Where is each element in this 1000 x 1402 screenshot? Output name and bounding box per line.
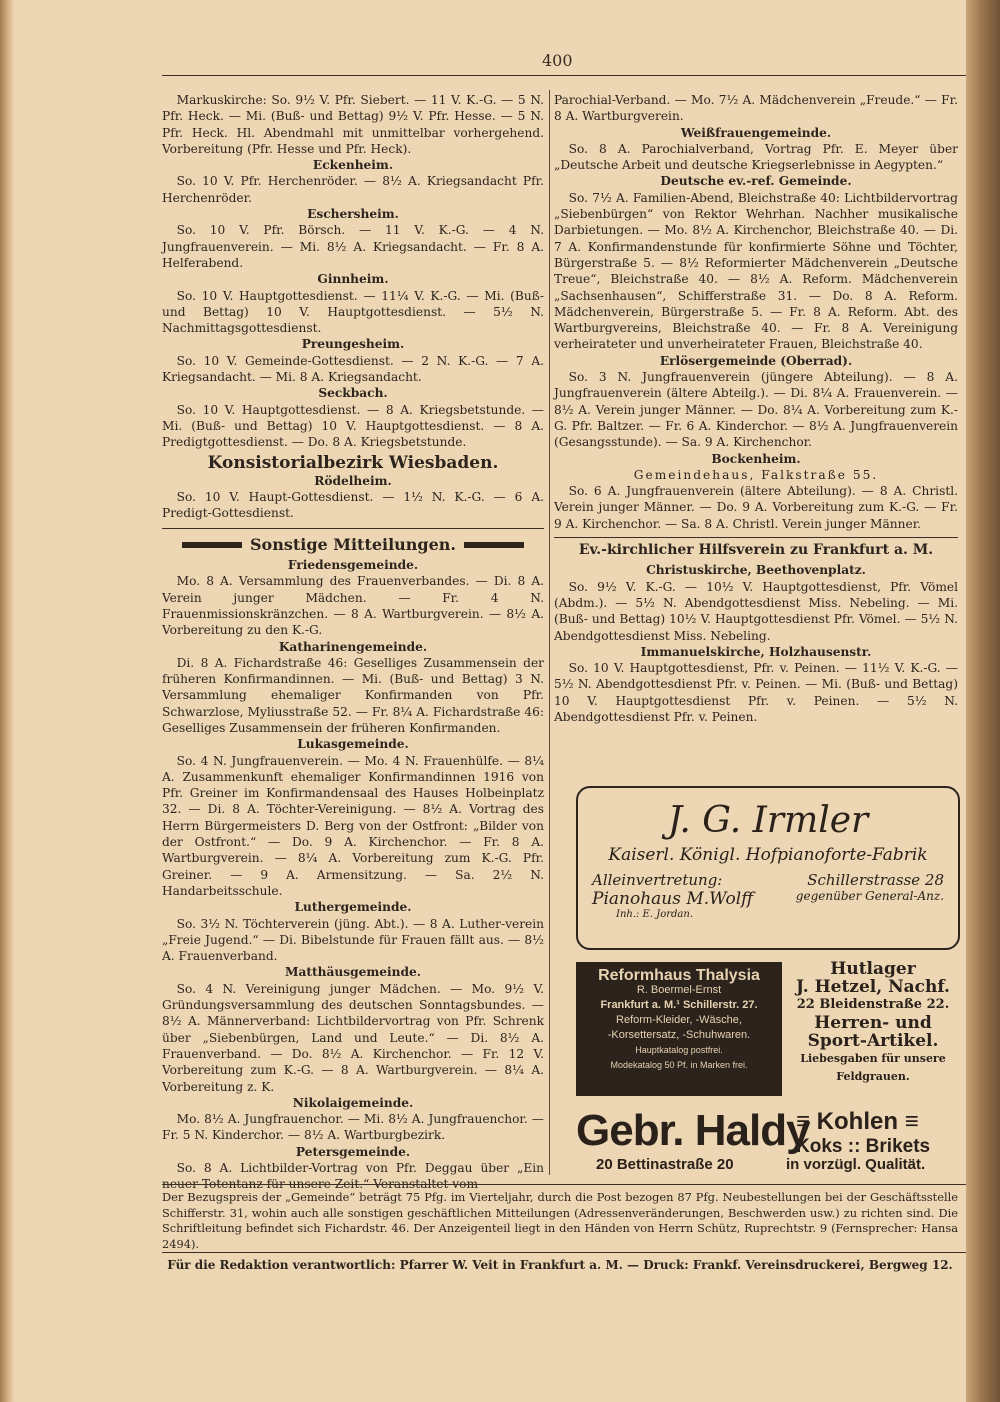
thalysia-line3: Hauptkatalog postfrei. xyxy=(635,1045,723,1055)
schedule-text: So. 10 V. Hauptgottesdienst. — 8 A. Kriegsbetstunde. — Mi. (Buß- und Bettag) 10 V. Hauptgottesdienst. — 8 A. Predigtgottesdienst. — Do. 8 A. Kriegsbetstunde. xyxy=(162,402,544,450)
header-rule xyxy=(162,75,966,76)
thalysia-line1: Reform-Kleider, -Wäsche, xyxy=(616,1014,742,1026)
congregation-heading: Weißfrauengemeinde. xyxy=(680,125,832,140)
irmler-owner: Inh.: E. Jordan. xyxy=(616,909,694,920)
page-stack-edge xyxy=(966,0,1000,1402)
schedule-text: Parochial-Verband. — Mo. 7½ A. Mädchenverein „Freude.“ — Fr. 8 A. Wartburgverein. xyxy=(554,93,958,124)
congregation-heading: Eschersheim. xyxy=(307,207,399,222)
congregation-heading: Katharinengemeinde. xyxy=(278,639,428,654)
imprint-rule xyxy=(162,1252,966,1253)
congregation-heading: Christuskirche, Beethovenplatz. xyxy=(646,563,866,578)
congregation-heading: Deutsche ev.-ref. Gemeinde. xyxy=(660,174,852,189)
schedule-text: Mo. 8½ A. Jungfrauenchor. — Mi. 8½ A. Jungfrauenchor. — Fr. 5 N. Kinderchor. — 8½ A. Wartburgbezirk. xyxy=(162,1112,544,1143)
title-bar-left xyxy=(182,542,242,548)
schedule-text: So. 3 N. Jungfrauenverein (jüngere Abteilung). — 8 A. Jungfrauenverein (ältere Abteilg.). — Di. 8¼ A. Frauenverein. — 8½ A. Verein junger Männer. — Do. 8¼ A. Vorbereitung zum K.-G. Pfr. Baltzer. — Fr. 6 A. Kinderchor. — 8½ A. Jungfrauenverein (Gesangsstunde). — Sa. 9 A. Kirchenchor. xyxy=(554,370,958,450)
subscription-note: Der Bezugspreis der „Gemeinde“ beträgt 75 Pfg. im Vierteljahr, durch die Post bezogen 87 Pfg. Neubestellungen bei der Geschäftsstelle Schifferstr. 31, wohin auch alle sonstigen geschäftlichen Mitteilungen (Adressenveränderungen, Beschwerden usw.) zu richten sind. Die Schriftleitung befindet sich Fichardstr. 46. Der Anzeigenteil liegt in den Händen von Herrn Schütz, Ruprechtstr. 9 (Fernsprecher: Hansa 2494). xyxy=(162,1190,958,1251)
section-separator xyxy=(162,528,544,529)
section-title-text: Sonstige Mitteilungen. xyxy=(249,534,456,554)
ad-hutlager xyxy=(788,960,958,1098)
schedule-text: So. 9½ V. K.-G. — 10½ V. Hauptgottesdienst, Pfr. Vömel (Abdm.). — 5½ N. Abendgottesdienst Miss. Nebeling. — Mi. (Buß- und Bettag) 10½ V. Hauptgottesdienst Pfr. Vömel. — 5½ N. Abendgottesdienst Miss. Nebeling. xyxy=(554,579,958,643)
irmler-street: Schillerstrasse 28 xyxy=(807,871,944,889)
hutlager-title: Hutlager xyxy=(830,959,916,979)
schedule-text: Di. 8 A. Fichardstraße 46: Geselliges Zusammensein der früheren Konfirmandinnen. — Mi. (Buß- und Bettag) 3 N. Versammlung ehemaliger Konfirmanden von Pfr. Schwarzlose, Myliusstraße 52. — Fr. 8¼ A. Fichardstraße 46: Geselliges Zusammensein der früheren Konfirmanden. xyxy=(162,655,544,735)
congregation-heading: Nikolaigemeinde. xyxy=(292,1095,414,1110)
hutlager-line2: Sport-Artikel. xyxy=(807,1031,939,1051)
paper-sheet xyxy=(14,0,966,1402)
venue-line: Gemeindehaus, Falkstraße 55. xyxy=(633,467,879,482)
congregation-heading: Immanuelskirche, Holzhausenstr. xyxy=(640,644,872,659)
congregation-heading: Erlösergemeinde (Oberrad). xyxy=(659,353,853,368)
left-column xyxy=(162,92,544,1193)
haldy-coke: Koks :: Brikets xyxy=(796,1136,931,1157)
schedule-text: So. 10 V. Gemeinde-Gottesdienst. — 2 N. K.-G. — 7 A. Kriegsandacht. — Mi. 8 A. Kriegsandacht. xyxy=(162,353,544,385)
hutlager-name: J. Hetzel, Nachf. xyxy=(796,977,950,997)
irmler-subtitle: Kaiserl. Königl. Hofpianoforte-Fabrik xyxy=(608,845,928,865)
ad-thalysia xyxy=(576,962,782,1096)
section-title xyxy=(162,534,544,554)
book-spine-edge xyxy=(0,0,14,1402)
haldy-address: 20 Bettinastraße 20 xyxy=(596,1156,734,1173)
irmler-opposite: gegenüber General-Anz. xyxy=(795,889,944,903)
hutlager-street: 22 Bleidenstraße 22. xyxy=(796,997,950,1012)
hutlager-line1: Herren- und xyxy=(814,1013,932,1033)
congregation-heading: Matthäusgemeinde. xyxy=(284,965,422,980)
congregation-heading: Eckenheim. xyxy=(312,158,394,173)
congregation-heading: Ginnheim. xyxy=(317,272,389,287)
schedule-text: Markuskirche: So. 9½ V. Pfr. Siebert. — 11 V. K.-G. — 5 N. Pfr. Heck. — Mi. (Buß- und Bettag) 9½ V. Pfr. Hesse. — 5 N. Pfr. Heck. Hl. Abendmahl mit unmittelbar vorhergehend. Vorbereitung (Pfr. Hesse und Pfr. Heck). xyxy=(162,93,544,156)
irmler-name: J. G. Irmler xyxy=(667,800,869,841)
hutlager-line4: Feldgrauen. xyxy=(836,1070,910,1083)
congregation-heading: Lukasgemeinde. xyxy=(297,737,409,752)
haldy-quality: in vorzügl. Qualität. xyxy=(786,1156,926,1173)
congregation-heading: Luthergemeinde. xyxy=(294,900,412,915)
footer-rule xyxy=(162,1184,966,1185)
column-divider xyxy=(549,90,550,1175)
schedule-text: So. 4 N. Vereinigung junger Mädchen. — Mo. 9½ V. Gründungsversammlung des deutschen Sonntagsbundes. — 8½ A. Männerverband: Lichtbildervortrag von Pfr. Schrenk über „Siebenbürgen, Land und Leute.“ — Di. 8½ A. Frauenverband. — Do. 8½ A. Kirchenchor. — Fr. 12 V. Vorbereitung zum K.-G. — 8 A. Wartburgverein. — 8¼ A. Vorbereitung z. K. xyxy=(162,981,544,1094)
thalysia-owner: R. Boermel-Ernst xyxy=(636,984,722,996)
schedule-text: So. 6 A. Jungfrauenverein (ältere Abteilung). — 8 A. Christl. Verein junger Männer. — Do. 9 A. Vorbereitung zum K.-G. — Fr. 9 A. Kirchenchor. — Sa. 8 A. Christl. Verein junger Männer. xyxy=(554,484,958,531)
district-heading: Konsistorialbezirk Wiesbaden. xyxy=(207,452,499,473)
congregation-heading: Petersgemeinde. xyxy=(295,1144,411,1159)
schedule-text: So. 3½ N. Töchterverein (jüng. Abt.). — 8 A. Luther-verein „Freie Jugend.“ — Di. Bibelstunde für Frauen fällt aus. — 8½ A. Frauenverband. xyxy=(162,916,544,964)
irmler-rep: Alleinvertretung: xyxy=(592,871,723,889)
schedule-text: So. 10 V. Haupt-Gottesdienst. — 1½ N. K.-G. — 6 A. Predigt-Gottesdienst. xyxy=(162,490,544,521)
ad-haldy xyxy=(576,1106,960,1176)
congregation-heading: Friedensgemeinde. xyxy=(287,558,419,573)
section-rule xyxy=(554,537,958,538)
imprint: Für die Redaktion verantwortlich: Pfarrer W. Veit in Frankfurt a. M. — Druck: Frankf. Vereinsdruckerei, Bergweg 12. xyxy=(167,1258,953,1272)
schedule-text: So. 10 V. Hauptgottesdienst. — 11¼ V. K.-G. — Mi. (Buß- und Bettag) 10 V. Hauptgottesdienst. — 5½ N. Nachmittagsgottesdienst. xyxy=(162,288,544,336)
title-bar-right xyxy=(464,542,524,548)
congregation-heading: Rödelheim. xyxy=(314,473,392,488)
haldy-coal: ≡ Kohlen ≡ xyxy=(796,1108,919,1135)
box-heading: Ev.-kirchlicher Hilfsverein zu Frankfurt a. M. xyxy=(578,542,934,559)
schedule-text: So. 4 N. Jungfrauenverein. — Mo. 4 N. Frauenhülfe. — 8¼ A. Zusammenkunft ehemaliger Konfirmandinnen 1916 von Pfr. Greiner im Konfirmandensaal des Hauses Holbeinplatz 32. — Di. 8 A. Töchter-Vereinigung. — 8½ A. Vortrag des Herrn Bürgermeisters D. Berg von der Ostfront: „Bilder von der Ostfront.“ — Do. 9 A. Kirchenchor. — Fr. 8 A. Wartburgverein. — 8¼ A. Vorbereitung zum K.-G. Pfr. Greiner. — 9 A. Armensitzung. — Sa. 2½ N. Handarbeitsschule. xyxy=(162,753,544,898)
haldy-name: Gebr. Haldy xyxy=(576,1106,810,1155)
schedule-text: So. 10 V. Pfr. Börsch. — 11 V. K.-G. — 4 N. Jungfrauenverein. — Mi. 8½ A. Kriegsandacht. — Fr. 8 A. Helferabend. xyxy=(162,223,544,270)
thalysia-title: Reformhaus Thalysia xyxy=(598,967,760,984)
schedule-text: So. 10 V. Hauptgottesdienst, Pfr. v. Peinen. — 11½ V. K.-G. — 5½ N. Abendgottesdienst Pfr. v. Peinen. — Mi. (Buß- und Bettag) 10 V. Hauptgottesdienst Pfr. v. Peinen. — 5½ N. Abendgottesdienst Pfr. v. Peinen. xyxy=(554,661,958,724)
thalysia-line2: -Korsettersatz, -Schuhwaren. xyxy=(607,1029,751,1041)
congregation-heading: Preungesheim. xyxy=(301,337,405,352)
schedule-text: So. 8 A. Lichtbilder-Vortrag von Pfr. Deggau über „Ein neuer Totentanz für unsere Zeit.“ Veranstaltet vom xyxy=(162,1161,544,1192)
congregation-heading: Bockenheim. xyxy=(711,451,801,466)
schedule-text: Mo. 8 A. Versammlung des Frauenverbandes. — Di. 8 A. Verein junger Mädchen. — Fr. 4 N. Frauenmissionskränzchen. — 8 A. Wartburgverein. — 8½ A. Vorbereitung zu den K.-G. xyxy=(162,574,544,638)
page-content xyxy=(162,44,966,1294)
irmler-shop: Pianohaus M.Wolff xyxy=(592,889,754,909)
schedule-text: So. 10 V. Pfr. Herchenröder. — 8½ A. Kriegsandacht Pfr. Herchenröder. xyxy=(162,174,544,205)
thalysia-address: Frankfurt a. M.¹ Schillerstr. 27. xyxy=(600,999,758,1011)
page-number: 400 xyxy=(542,51,573,70)
hutlager-line3: Liebesgaben für unsere xyxy=(800,1052,946,1065)
right-column xyxy=(554,92,958,725)
thalysia-line4: Modekatalog 50 Pf. in Marken frei. xyxy=(610,1060,748,1070)
congregation-heading: Seckbach. xyxy=(318,386,388,401)
ad-irmler xyxy=(576,786,960,950)
schedule-text: So. 7½ A. Familien-Abend, Bleichstraße 40: Lichtbildervortrag „Siebenbürgen“ von Rektor Wehrhan. Nachher musikalische Darbietungen. — Mo. 8½ A. Kirchenchor, Bleichstraße 40. — Di. 7 A. Konfirmandenstunde für konfirmierte Söhne und Töchter, Bürgerstraße 5. — 8½ Reformierter Mädchenverein „Deutsche Treue“, Bleichstraße 40. — 8½ A. Reform. Mädchenverein „Sachsenhausen“, Schifferstraße 31. — Do. 8 A. Reform. Mädchenverein, Bürgerstraße 5. — Fr. 8 A. Reform. Abt. des Wartburgvereins, Bleichstraße 40. — Fr. 8 A. Vereinigung verheirateter und unverheirateter Frauen, Bleichstraße 40. xyxy=(554,190,958,352)
schedule-text: So. 8 A. Parochialverband, Vortrag Pfr. E. Meyer über „Deutsche Arbeit und deutsche Kriegserlebnisse in Aegypten.“ xyxy=(554,141,958,173)
